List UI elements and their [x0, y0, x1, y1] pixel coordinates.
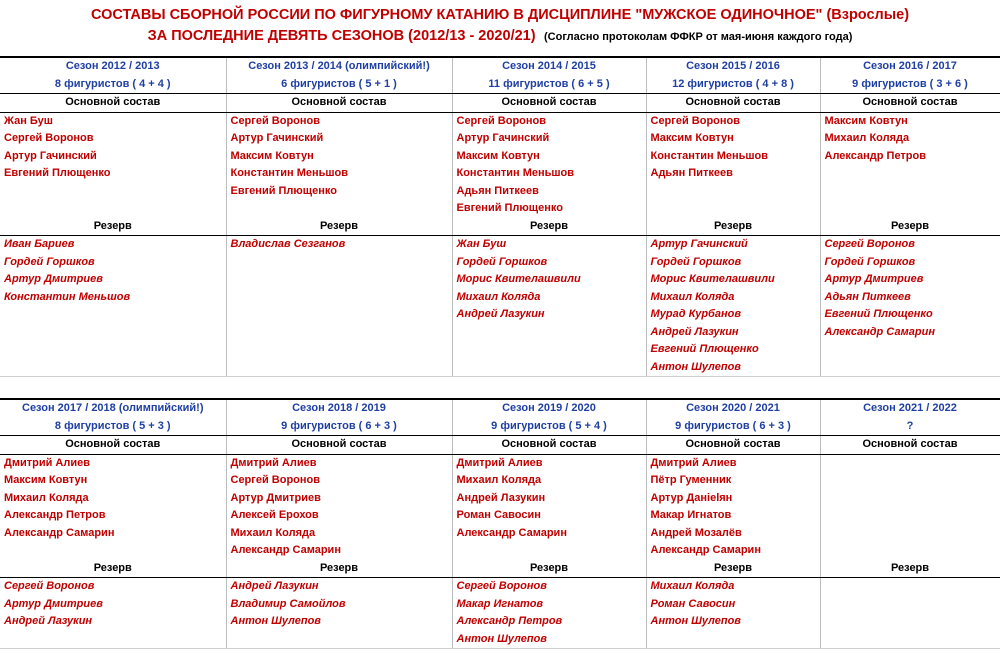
main-skater-name: Максим Ковтун	[226, 148, 452, 166]
title-line-2	[0, 27, 1000, 45]
main-skater-name: Андрей Мозалёв	[646, 525, 820, 543]
reserve-skater-name: Артур Дмитриев	[0, 596, 226, 614]
main-skater-name	[820, 472, 1000, 490]
reserve-skater-name	[226, 359, 452, 377]
main-skater-name: Евгений Плющенко	[226, 183, 452, 201]
main-skater-name: Максим Ковтун	[820, 112, 1000, 130]
main-skater-name	[820, 507, 1000, 525]
reserve-skater-name	[226, 289, 452, 307]
reserve-skater-name: Антон Шулепов	[646, 359, 820, 377]
reserve-label: Резерв	[452, 218, 646, 236]
main-skater-name: Жан Буш	[0, 112, 226, 130]
reserve-skater-name: Гордей Горшков	[820, 254, 1000, 272]
skater-count: 9 фигуристов ( 3 + 6 )	[820, 76, 1000, 94]
main-roster-label: Основной состав	[820, 436, 1000, 455]
skater-count: 8 фигуристов ( 4 + 4 )	[0, 76, 226, 94]
main-skater-name: Михаил Коляда	[0, 490, 226, 508]
main-skater-name: Макар Игнатов	[646, 507, 820, 525]
main-skater-name: Адьян Питкеев	[452, 183, 646, 201]
main-skater-name: Артур Гачинский	[0, 148, 226, 166]
reserve-skater-name: Артур Гачинский	[646, 236, 820, 254]
reserve-label: Резерв	[226, 218, 452, 236]
main-skater-name	[820, 183, 1000, 201]
reserve-skater-name: Роман Савосин	[646, 596, 820, 614]
reserve-skater-name: Евгений Плющенко	[646, 341, 820, 359]
main-roster-label: Основной состав	[646, 94, 820, 113]
main-skater-name: Сергей Воронов	[226, 472, 452, 490]
main-skater-name: Артур Гачинский	[226, 130, 452, 148]
main-skater-name: Александр Самарин	[226, 542, 452, 560]
season-header: Сезон 2019 / 2020	[452, 399, 646, 418]
season-header: Сезон 2013 / 2014 (олимпийский!)	[226, 57, 452, 76]
main-skater-name: Михаил Коляда	[226, 525, 452, 543]
reserve-skater-name	[0, 631, 226, 649]
reserve-skater-name: Михаил Коляда	[646, 578, 820, 596]
reserve-skater-name	[226, 341, 452, 359]
season-header: Сезон 2015 / 2016	[646, 57, 820, 76]
reserve-skater-name: Сергей Воронов	[0, 578, 226, 596]
main-skater-name: Андрей Лазукин	[452, 490, 646, 508]
reserve-label: Резерв	[820, 218, 1000, 236]
reserve-skater-name: Гордей Горшков	[452, 254, 646, 272]
main-skater-name: Евгений Плющенко	[0, 165, 226, 183]
main-skater-name	[452, 542, 646, 560]
skater-count: 11 фигуристов ( 6 + 5 )	[452, 76, 646, 94]
main-skater-name: Максим Ковтун	[646, 130, 820, 148]
skater-count: 6 фигуристов ( 5 + 1 )	[226, 76, 452, 94]
main-roster-label: Основной состав	[452, 94, 646, 113]
reserve-skater-name	[0, 306, 226, 324]
reserve-skater-name	[0, 341, 226, 359]
main-skater-name: Константин Меньшов	[646, 148, 820, 166]
reserve-skater-name	[226, 254, 452, 272]
main-skater-name: Александр Самарин	[0, 525, 226, 543]
reserve-skater-name	[226, 324, 452, 342]
skater-count: 9 фигуристов ( 6 + 3 )	[226, 418, 452, 436]
reserve-skater-name: Антон Шулепов	[226, 613, 452, 631]
reserve-skater-name	[226, 306, 452, 324]
reserve-skater-name: Иван Бариев	[0, 236, 226, 254]
main-skater-name: Михаил Коляда	[820, 130, 1000, 148]
reserve-skater-name: Александр Самарин	[820, 324, 1000, 342]
main-skater-name: Александр Самарин	[452, 525, 646, 543]
reserve-skater-name	[820, 578, 1000, 596]
reserve-skater-name	[820, 631, 1000, 649]
skater-count: 9 фигуристов ( 6 + 3 )	[646, 418, 820, 436]
main-skater-name: Максим Ковтун	[0, 472, 226, 490]
main-roster-label: Основной состав	[226, 436, 452, 455]
reserve-skater-name: Макар Игнатов	[452, 596, 646, 614]
reserve-skater-name	[226, 271, 452, 289]
title-line-2-main: ЗА ПОСЛЕДНИЕ ДЕВЯТЬ СЕЗОНОВ (2012/13 - 2020/21)	[147, 28, 536, 44]
season-header: Сезон 2014 / 2015	[452, 57, 646, 76]
reserve-skater-name: Гордей Горшков	[646, 254, 820, 272]
reserve-skater-name: Андрей Лазукин	[646, 324, 820, 342]
reserve-skater-name	[646, 631, 820, 649]
reserve-skater-name	[820, 359, 1000, 377]
main-skater-name	[820, 165, 1000, 183]
title-line-1: СОСТАВЫ СБОРНОЙ РОССИИ ПО ФИГУРНОМУ КАТАНИЮ В ДИСЦИПЛИНЕ "МУЖСКОЕ ОДИНОЧНОЕ" (Взрослые)	[90, 7, 910, 23]
reserve-label: Резерв	[646, 218, 820, 236]
reserve-skater-name: Антон Шулепов	[646, 613, 820, 631]
main-skater-name: Константин Меньшов	[452, 165, 646, 183]
main-skater-name	[646, 200, 820, 218]
skater-count: 8 фигуристов ( 5 + 3 )	[0, 418, 226, 436]
reserve-label: Резерв	[646, 560, 820, 578]
reserve-skater-name: Мурад Курбанов	[646, 306, 820, 324]
reserve-skater-name: Антон Шулепов	[452, 631, 646, 649]
reserve-skater-name: Жан Буш	[452, 236, 646, 254]
season-header: Сезон 2021 / 2022	[820, 399, 1000, 418]
main-skater-name: Константин Меньшов	[226, 165, 452, 183]
reserve-skater-name: Адьян Питкеев	[820, 289, 1000, 307]
reserve-skater-name: Морис Квителашвили	[452, 271, 646, 289]
main-skater-name	[820, 525, 1000, 543]
reserve-skater-name: Морис Квителашвили	[646, 271, 820, 289]
main-skater-name	[0, 183, 226, 201]
reserve-skater-name	[452, 324, 646, 342]
main-skater-name: Пётр Гуменник	[646, 472, 820, 490]
season-header: Сезон 2012 / 2013	[0, 57, 226, 76]
main-skater-name	[0, 200, 226, 218]
main-skater-name: Алексей Ерохов	[226, 507, 452, 525]
reserve-skater-name	[820, 613, 1000, 631]
main-skater-name	[820, 542, 1000, 560]
main-skater-name: Александр Петров	[0, 507, 226, 525]
reserve-skater-name	[226, 631, 452, 649]
main-skater-name: Адьян Питкеев	[646, 165, 820, 183]
main-skater-name	[646, 183, 820, 201]
reserve-skater-name: Михаил Коляда	[646, 289, 820, 307]
main-skater-name: Артур Данielян	[646, 490, 820, 508]
season-header: Сезон 2020 / 2021	[646, 399, 820, 418]
main-skater-name: Артур Дмитриев	[226, 490, 452, 508]
main-roster-label: Основной состав	[646, 436, 820, 455]
reserve-skater-name: Владимир Самойлов	[226, 596, 452, 614]
title-block	[0, 0, 1000, 54]
reserve-label: Резерв	[226, 560, 452, 578]
reserve-skater-name: Артур Дмитриев	[0, 271, 226, 289]
main-skater-name	[226, 200, 452, 218]
reserve-skater-name: Андрей Лазукин	[452, 306, 646, 324]
main-skater-name: Сергей Воронов	[646, 112, 820, 130]
reserve-skater-name: Андрей Лазукин	[226, 578, 452, 596]
reserve-skater-name: Гордей Горшков	[0, 254, 226, 272]
reserve-skater-name: Артур Дмитриев	[820, 271, 1000, 289]
main-roster-label: Основной состав	[0, 94, 226, 113]
reserve-skater-name: Александр Петров	[452, 613, 646, 631]
season-header: Сезон 2016 / 2017	[820, 57, 1000, 76]
main-skater-name: Роман Савосин	[452, 507, 646, 525]
main-roster-label: Основной состав	[452, 436, 646, 455]
skater-count: 9 фигуристов ( 5 + 4 )	[452, 418, 646, 436]
top-seasons-table	[0, 56, 1000, 377]
main-skater-name: Александр Петров	[820, 148, 1000, 166]
reserve-skater-name	[0, 359, 226, 377]
reserve-skater-name: Евгений Плющенко	[820, 306, 1000, 324]
main-skater-name: Дмитрий Алиев	[0, 454, 226, 472]
title-note: (Согласно протоколам ФФКР от мая-июня каждого года)	[544, 31, 853, 43]
reserve-skater-name: Владислав Сезганов	[226, 236, 452, 254]
season-header: Сезон 2018 / 2019	[226, 399, 452, 418]
main-skater-name	[0, 542, 226, 560]
main-skater-name: Михаил Коляда	[452, 472, 646, 490]
main-skater-name: Дмитрий Алиев	[646, 454, 820, 472]
reserve-skater-name: Сергей Воронов	[820, 236, 1000, 254]
reserve-skater-name: Сергей Воронов	[452, 578, 646, 596]
reserve-skater-name	[820, 341, 1000, 359]
reserve-label: Резерв	[0, 560, 226, 578]
reserve-skater-name: Андрей Лазукин	[0, 613, 226, 631]
main-skater-name	[820, 490, 1000, 508]
main-roster-label: Основной состав	[226, 94, 452, 113]
main-skater-name: Евгений Плющенко	[452, 200, 646, 218]
main-skater-name: Артур Гачинский	[452, 130, 646, 148]
reserve-skater-name	[452, 341, 646, 359]
main-roster-label: Основной состав	[820, 94, 1000, 113]
skater-count: ?	[820, 418, 1000, 436]
main-skater-name: Максим Ковтун	[452, 148, 646, 166]
main-skater-name: Александр Самарин	[646, 542, 820, 560]
main-skater-name: Сергей Воронов	[452, 112, 646, 130]
main-skater-name	[820, 454, 1000, 472]
skater-count: 12 фигуристов ( 4 + 8 )	[646, 76, 820, 94]
main-skater-name: Дмитрий Алиев	[452, 454, 646, 472]
reserve-skater-name	[0, 324, 226, 342]
main-roster-label: Основной состав	[0, 436, 226, 455]
reserve-label: Резерв	[452, 560, 646, 578]
season-header: Сезон 2017 / 2018 (олимпийский!)	[0, 399, 226, 418]
main-skater-name: Дмитрий Алиев	[226, 454, 452, 472]
reserve-label: Резерв	[0, 218, 226, 236]
reserve-label: Резерв	[820, 560, 1000, 578]
reserve-skater-name	[452, 359, 646, 377]
bottom-seasons-table	[0, 398, 1000, 649]
reserve-skater-name: Михаил Коляда	[452, 289, 646, 307]
reserve-skater-name	[820, 596, 1000, 614]
reserve-skater-name: Константин Меньшов	[0, 289, 226, 307]
main-skater-name: Сергей Воронов	[226, 112, 452, 130]
main-skater-name: Сергей Воронов	[0, 130, 226, 148]
main-skater-name	[820, 200, 1000, 218]
